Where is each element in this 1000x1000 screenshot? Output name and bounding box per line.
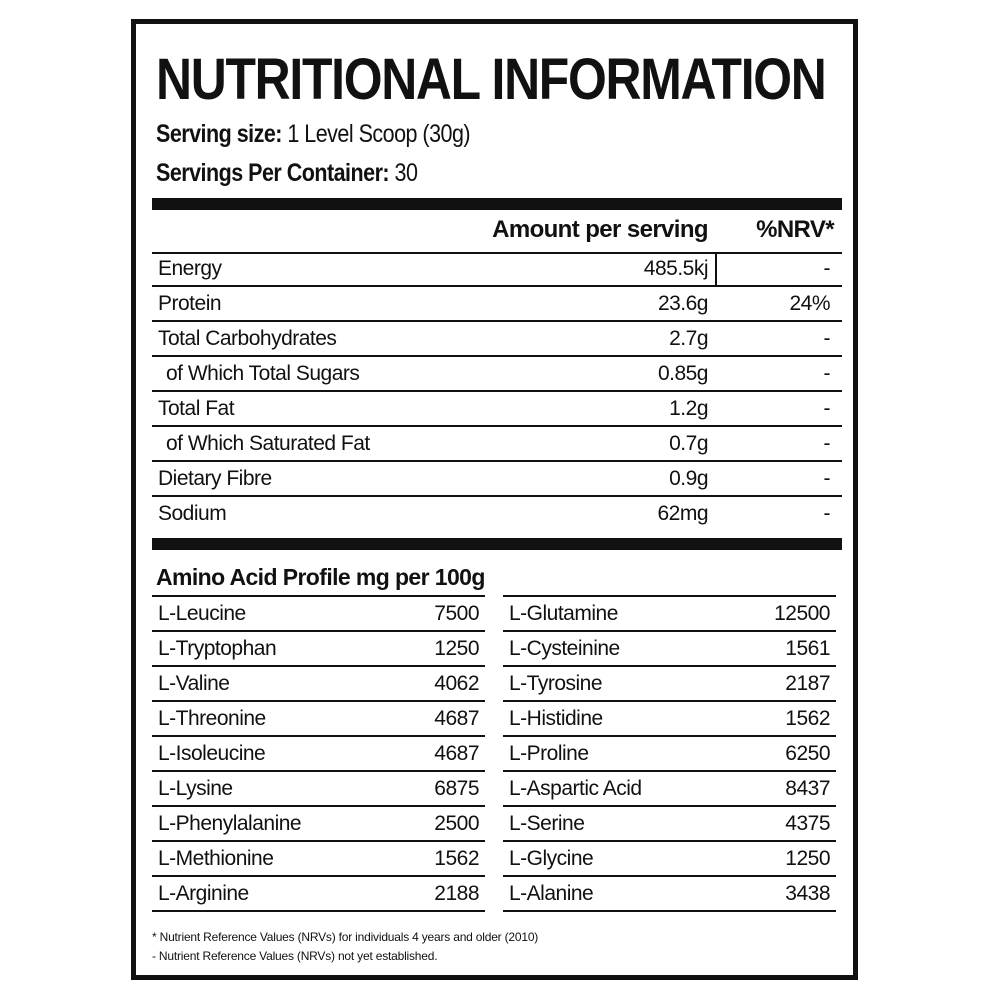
amino-acid-name: L-Valine — [158, 672, 230, 695]
nutrient-amount: 1.2g — [669, 397, 708, 420]
amino-acid-name: L-Proline — [509, 742, 589, 765]
amino-acid-name: L-Lysine — [158, 777, 233, 800]
amino-acid-value: 4687 — [434, 707, 479, 730]
amino-acid-value: 4375 — [785, 812, 830, 835]
amino-acid-row — [503, 772, 836, 807]
amino-acid-row — [152, 702, 485, 737]
amino-acid-row — [152, 877, 485, 912]
nutrient-amount: 0.7g — [669, 432, 708, 455]
nutrition-table-header — [152, 214, 842, 254]
nutrient-name: of Which Total Sugars — [166, 362, 360, 385]
nutrient-nrv: 24% — [789, 292, 830, 315]
nutrition-label — [131, 19, 858, 980]
nutrition-row — [152, 392, 842, 427]
nutrition-row — [152, 357, 842, 392]
nutrient-name: of Which Saturated Fat — [166, 432, 370, 455]
footnote-nrv: * Nutrient Reference Values (NRVs) for individuals 4 years and older (2010) — [152, 930, 539, 944]
amino-acid-name: L-Tryptophan — [158, 637, 277, 660]
amino-acid-value: 1250 — [785, 847, 830, 870]
nutrient-name: Protein — [158, 292, 222, 315]
nutrient-amount: 23.6g — [657, 292, 708, 315]
thick-divider — [152, 198, 842, 210]
amino-acid-name: L-Methionine — [158, 847, 274, 870]
nutrient-nrv: - — [823, 502, 830, 525]
amino-acid-row — [503, 737, 836, 772]
amino-acid-value: 2188 — [434, 882, 479, 905]
amino-acid-row — [152, 772, 485, 807]
nutrition-row — [152, 427, 842, 462]
nutrition-row — [152, 287, 842, 322]
amino-acid-row — [152, 597, 485, 632]
amino-acid-row — [503, 702, 836, 737]
amino-acid-row — [503, 842, 836, 877]
servings-per-container — [156, 158, 417, 188]
nutrition-row — [152, 322, 842, 357]
servings-per-container-value: 30 — [394, 159, 418, 187]
amino-acid-list-right — [503, 595, 836, 912]
nutrient-amount: 62mg — [657, 502, 708, 525]
amino-acid-name: L-Threonine — [158, 707, 266, 730]
amino-acid-value: 1561 — [785, 637, 830, 660]
amino-acid-name: L-Phenylalanine — [158, 812, 302, 835]
page-title: NUTRITIONAL INFORMATION — [156, 47, 826, 112]
nutrition-row — [152, 252, 842, 287]
amino-acid-name: L-Arginine — [158, 882, 249, 905]
amino-acid-row — [152, 737, 485, 772]
amino-acid-row — [503, 877, 836, 912]
amino-acid-row — [152, 807, 485, 842]
amino-acid-profile-title: Amino Acid Profile mg per 100g — [156, 564, 485, 590]
nutrient-name: Total Fat — [158, 397, 235, 420]
amino-acid-name: L-Glycine — [509, 847, 594, 870]
column-divider — [715, 252, 717, 285]
nrv-header: %NRV* — [756, 216, 834, 243]
amount-per-serving-header: Amount per serving — [492, 216, 708, 243]
nutrient-name: Sodium — [158, 502, 227, 525]
nutrition-row — [152, 462, 842, 497]
amino-acid-row — [152, 842, 485, 877]
amino-acid-name: L-Cysteinine — [509, 637, 620, 660]
amino-acid-row — [152, 632, 485, 667]
amino-acid-name: L-Histidine — [509, 707, 603, 730]
nutrient-name: Dietary Fibre — [158, 467, 272, 490]
footnote-not-established: - Nutrient Reference Values (NRVs) not yet established. — [152, 949, 438, 963]
nutrient-amount: 485.5kj — [643, 257, 708, 280]
amino-acid-row — [503, 632, 836, 667]
amino-acid-value: 2500 — [434, 812, 479, 835]
nutrient-nrv: - — [823, 327, 830, 350]
amino-acid-name: L-Glutamine — [509, 602, 618, 625]
amino-acid-value: 1250 — [434, 637, 479, 660]
amino-acid-value: 2187 — [785, 672, 830, 695]
nutrient-nrv: - — [823, 432, 830, 455]
nutrient-name: Total Carbohydrates — [158, 327, 337, 350]
amino-acid-name: L-Aspartic Acid — [509, 777, 642, 800]
amino-acid-name: L-Alanine — [509, 882, 594, 905]
amino-acid-value: 4062 — [434, 672, 479, 695]
amino-acid-value: 6875 — [434, 777, 479, 800]
amino-acid-row — [503, 597, 836, 632]
serving-size-label: Serving size: — [156, 120, 282, 148]
amino-acid-name: L-Serine — [509, 812, 585, 835]
nutrient-amount: 2.7g — [669, 327, 708, 350]
amino-acid-row — [503, 667, 836, 702]
thick-divider — [152, 538, 842, 550]
nutrition-row — [152, 497, 842, 530]
amino-acid-value: 4687 — [434, 742, 479, 765]
amino-acid-value: 6250 — [785, 742, 830, 765]
amino-acid-name: L-Tyrosine — [509, 672, 603, 695]
amino-acid-name: L-Isoleucine — [158, 742, 266, 765]
nutrient-nrv: - — [823, 362, 830, 385]
nutrient-amount: 0.85g — [657, 362, 708, 385]
amino-acid-value: 1562 — [434, 847, 479, 870]
amino-acid-row — [152, 667, 485, 702]
amino-acid-value: 1562 — [785, 707, 830, 730]
nutrient-nrv: - — [823, 397, 830, 420]
serving-size — [156, 119, 470, 149]
amino-acid-value: 3438 — [785, 882, 830, 905]
amino-acid-value: 7500 — [434, 602, 479, 625]
serving-size-value: 1 Level Scoop (30g) — [287, 120, 471, 148]
amino-acid-row — [503, 807, 836, 842]
amino-acid-name: L-Leucine — [158, 602, 246, 625]
nutrient-name: Energy — [158, 257, 222, 280]
servings-per-container-label: Servings Per Container: — [156, 159, 390, 187]
amino-acid-value: 8437 — [785, 777, 830, 800]
nutrient-nrv: - — [823, 467, 830, 490]
nutrient-amount: 0.9g — [669, 467, 708, 490]
amino-acid-value: 12500 — [774, 602, 830, 625]
nutrient-nrv: - — [823, 257, 830, 280]
amino-acid-list-left — [152, 595, 485, 912]
